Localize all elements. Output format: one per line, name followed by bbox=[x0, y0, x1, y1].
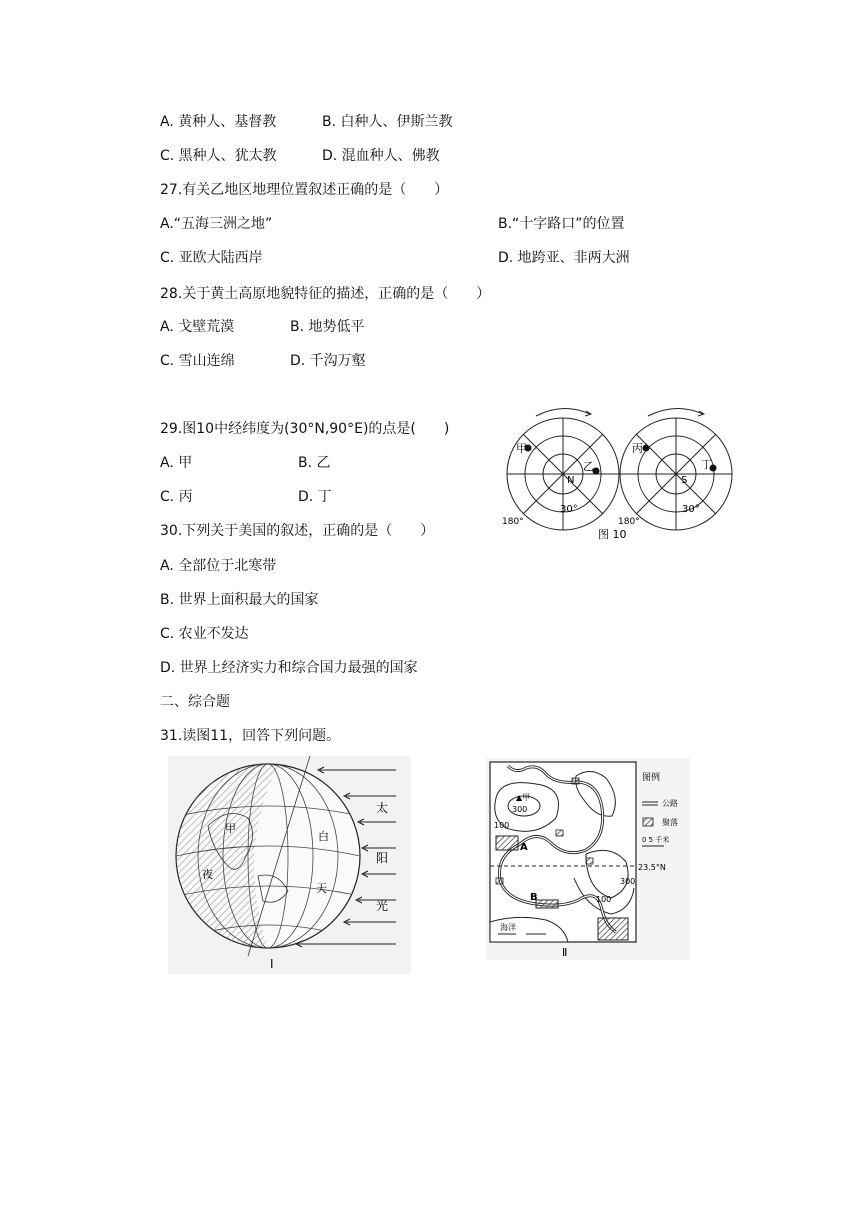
q29-option-d: D. 丁 bbox=[298, 489, 332, 505]
contour-label-100-b: 100 bbox=[596, 895, 612, 904]
legend-village: 聚落 bbox=[662, 818, 678, 827]
longitude-label-right: 180° bbox=[618, 517, 640, 527]
q29-option-b: B. 乙 bbox=[298, 455, 331, 471]
q28-stem: 28.关于黄土高原地貌特征的描述，正确的是（ ） bbox=[160, 286, 491, 302]
q30-option-b: B. 世界上面积最大的国家 bbox=[160, 592, 319, 608]
q28-option-c: C. 雪山连绵 bbox=[160, 353, 235, 369]
mark-bai: 白 bbox=[318, 830, 329, 843]
q27-option-c: C. 亚欧大陆西岸 bbox=[160, 250, 263, 266]
q26-option-a: A. 黄种人、基督教 bbox=[160, 114, 277, 130]
legend-road: 公路 bbox=[662, 799, 678, 808]
legend-scale: 0 5 千米 bbox=[642, 836, 670, 844]
q27-stem: 27.有关乙地区地理位置叙述正确的是（ ） bbox=[160, 182, 449, 198]
q31-stem: 31.读图11，回答下列问题。 bbox=[160, 728, 341, 744]
mark-jia: 甲 bbox=[225, 822, 236, 835]
q26-option-c: C. 黑种人、犹太教 bbox=[160, 148, 277, 164]
figure-11-label-i: Ⅰ bbox=[270, 957, 274, 971]
polar-view-north bbox=[502, 408, 619, 530]
figure-10 bbox=[498, 402, 738, 544]
q28-option-d: D. 千沟万壑 bbox=[290, 353, 366, 369]
pole-label-s: S bbox=[681, 475, 688, 486]
mark-ye: 夜 bbox=[202, 868, 213, 881]
q30-stem: 30.下列关于美国的叙述，正确的是（ ） bbox=[160, 523, 435, 539]
q27-option-a: A.“五海三洲之地” bbox=[160, 216, 273, 232]
q26-option-b: B. 白种人、伊斯兰教 bbox=[322, 114, 453, 130]
label-bing: 丙 bbox=[632, 442, 643, 455]
village-b bbox=[536, 900, 558, 908]
latitude-label: 23.5°N bbox=[638, 863, 666, 872]
village-se bbox=[598, 918, 628, 940]
peak-label: ▲甲 bbox=[516, 793, 531, 802]
q29-option-c: C. 丙 bbox=[160, 489, 193, 505]
latitude-label-left: 30° bbox=[560, 504, 578, 515]
label-jia: 甲 bbox=[516, 442, 527, 455]
figure-11-label-ii: Ⅱ bbox=[562, 946, 568, 959]
contour-label-300-a: 300 bbox=[512, 805, 528, 814]
light-char: 光 bbox=[376, 899, 389, 913]
longitude-label-left: 180° bbox=[502, 517, 524, 527]
q27-option-b: B.“十字路口”的位置 bbox=[498, 216, 625, 232]
label-ding: 丁 bbox=[701, 458, 712, 471]
label-yi: 乙 bbox=[583, 460, 594, 473]
latitude-label-right: 30° bbox=[682, 504, 700, 515]
q30-option-c: C. 农业不发达 bbox=[160, 626, 249, 642]
q30-option-d: D. 世界上经济实力和综合国力最强的国家 bbox=[160, 660, 418, 676]
q28-option-a: A. 戈壁荒漠 bbox=[160, 319, 235, 335]
figure-11-contour-map bbox=[486, 758, 690, 960]
q26-option-d: D. 混血种人、佛教 bbox=[322, 148, 440, 164]
sun-char-2: 阳 bbox=[376, 851, 389, 865]
sun-char-1: 太 bbox=[376, 801, 389, 815]
section-title: 二、综合题 bbox=[160, 694, 230, 710]
q30-option-a: A. 全部位于北寒带 bbox=[160, 558, 277, 574]
contour-label-300-b: 300 bbox=[620, 877, 636, 886]
label-b: B bbox=[530, 892, 538, 903]
village-a bbox=[496, 836, 518, 850]
sea-label: 海洋 bbox=[500, 923, 516, 932]
figure-10-caption: 图 10 bbox=[598, 528, 627, 541]
q29-option-a: A. 甲 bbox=[160, 455, 193, 471]
q28-option-b: B. 地势低平 bbox=[290, 319, 365, 335]
figure-11-globe bbox=[168, 756, 411, 974]
label-a: A bbox=[520, 842, 528, 853]
q27-option-d: D. 地跨亚、非两大洲 bbox=[498, 250, 630, 266]
pole-label-n: N bbox=[567, 475, 575, 486]
mark-tian: 天 bbox=[316, 882, 327, 895]
point-bing bbox=[643, 445, 650, 452]
contour-label-100-a: 100 bbox=[494, 821, 510, 830]
legend-title: 图例 bbox=[642, 773, 661, 783]
polar-view-south bbox=[618, 408, 732, 530]
q29-stem: 29.图10中经纬度为(30°N,90°E)的点是( ) bbox=[160, 421, 450, 437]
